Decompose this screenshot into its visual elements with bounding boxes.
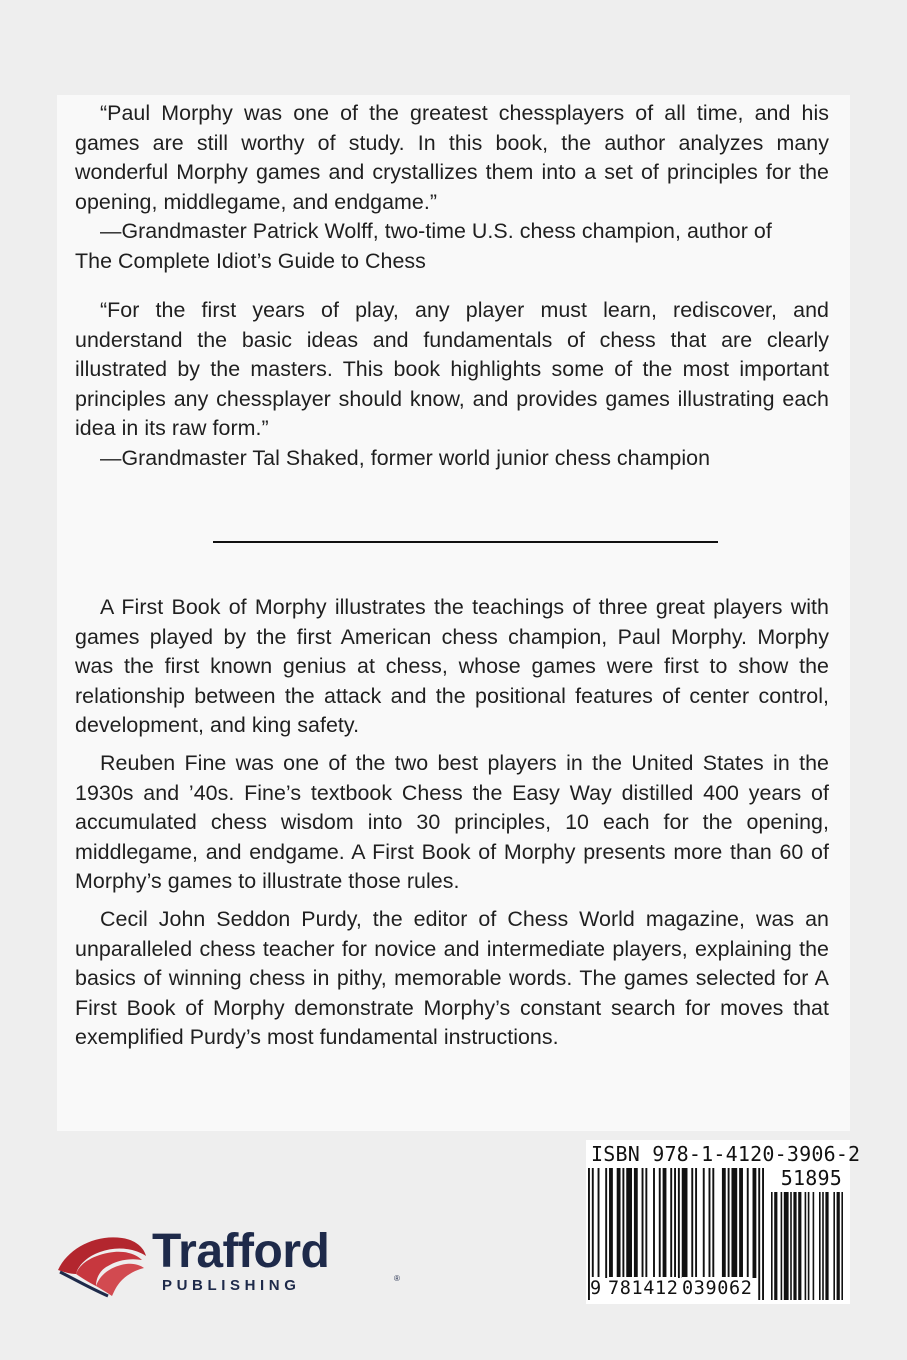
barcode-bar bbox=[774, 1192, 777, 1300]
quote-attribution: —Grandmaster Tal Shaked, former world junior chess champion bbox=[100, 445, 711, 470]
barcode-bar bbox=[622, 1168, 624, 1278]
barcode-bar bbox=[819, 1192, 821, 1300]
barcode-bar bbox=[722, 1168, 726, 1278]
barcode-bar bbox=[771, 1192, 773, 1300]
barcode-bar bbox=[642, 1168, 644, 1278]
barcode-bar bbox=[712, 1168, 714, 1278]
publisher-logo bbox=[56, 1224, 401, 1304]
barcode-bar bbox=[609, 1168, 613, 1278]
barcode-bar bbox=[798, 1192, 801, 1300]
description-paragraph: A First Book of Morphy illustrates the teachings of three great players with games played by the first American chess champion, Paul Morphy. Morphy was the first known genius at chess, whose games were first to show the relationship between the attack and the positional features of center control, development, and king safety. bbox=[75, 595, 829, 738]
description-paragraph: Reuben Fine was one of the two best players in the United States in the 1930s and ’40s. Fine’s textbook Chess the Easy Way distilled 400 years of accumulated chess wisdom into 30 principles, 10 each for the opening, middlegame, and endgame. A First Book of Morphy presents more than 60 of Morphy’s games to illustrate those rules. bbox=[75, 750, 829, 894]
endorsement-quote-wolff bbox=[75, 99, 829, 277]
quote-text: “Paul Morphy was one of the greatest chessplayers of all time, and his games are still worthy of study. In this book, the author analyzes many wonderful Morphy games and crystallizes them into a set of principles for the opening, middlegame, and endgame.” bbox=[75, 101, 829, 214]
publisher-name: Trafford bbox=[152, 1225, 330, 1278]
barcode-bar bbox=[784, 1192, 789, 1300]
barcode-bar bbox=[626, 1168, 632, 1278]
barcode-bar bbox=[659, 1168, 661, 1278]
barcode-bar bbox=[841, 1192, 843, 1300]
ean-digits bbox=[586, 1277, 766, 1301]
barcode-bar bbox=[753, 1168, 757, 1278]
barcode-bar bbox=[653, 1168, 655, 1278]
barcode-bar bbox=[634, 1168, 638, 1278]
barcode-bar bbox=[678, 1168, 680, 1278]
barcode-bar bbox=[739, 1168, 743, 1278]
barcode-bar bbox=[825, 1192, 828, 1300]
ean-first-digit: 9 bbox=[590, 1278, 602, 1299]
barcode-bar bbox=[645, 1168, 647, 1278]
quill-swoosh-icon bbox=[56, 1230, 148, 1298]
barcode-bar bbox=[790, 1192, 792, 1300]
book-description bbox=[75, 593, 829, 1053]
isbn-barcode bbox=[586, 1140, 861, 1304]
barcode-bar bbox=[793, 1192, 796, 1300]
section-divider bbox=[213, 541, 718, 543]
barcode-bar bbox=[728, 1168, 730, 1278]
publisher-subtitle: PUBLISHING bbox=[162, 1277, 301, 1294]
barcode-bar bbox=[598, 1168, 600, 1278]
barcode-bar bbox=[805, 1192, 807, 1300]
quote-text: “For the first years of play, any player must learn, rediscover, and understand the basic ideas and fundamentals of chess that are clearly illustrated by the masters. This book highlights some of the most important principles any chessplayer should know, and provides games illustrating each idea in its raw form.” bbox=[75, 298, 829, 441]
quote-attribution: —Grandmaster Patrick Wolff, two-time U.S. chess champion, author of bbox=[100, 219, 772, 244]
barcode-bar bbox=[605, 1168, 607, 1278]
barcode-bar bbox=[813, 1192, 815, 1300]
quote-attribution-continued: The Complete Idiot’s Guide to Chess bbox=[75, 248, 426, 273]
barcode-bar bbox=[691, 1168, 693, 1278]
barcode-bar bbox=[682, 1168, 688, 1278]
barcode-bar bbox=[747, 1168, 749, 1278]
barcode-bar bbox=[617, 1168, 621, 1278]
price-code: 51895 bbox=[780, 1166, 842, 1190]
barcode-bar bbox=[663, 1168, 667, 1278]
ean-left-digits: 781412 bbox=[608, 1278, 679, 1299]
barcode-bar bbox=[781, 1192, 783, 1300]
barcode-bar bbox=[731, 1168, 737, 1278]
barcode-bar bbox=[822, 1192, 824, 1300]
barcode-bar bbox=[709, 1168, 711, 1278]
barcode-bar bbox=[808, 1192, 810, 1300]
barcode-bar bbox=[833, 1192, 835, 1300]
barcode-bar bbox=[837, 1192, 840, 1300]
description-paragraph: Cecil John Seddon Purdy, the editor of Chess World magazine, was an unparalleled chess teacher for novice and intermediate players, explaining the basics of winning chess in pithy, memorable words. The games selected for A First Book of Morphy demonstrate Morphy’s constant search for moves that exemplified Purdy’s most fundamental instructions. bbox=[75, 906, 829, 1050]
ean-right-digits: 039062 bbox=[682, 1278, 753, 1299]
endorsement-quote-shaked bbox=[75, 296, 829, 474]
barcode-bar bbox=[703, 1168, 705, 1278]
registered-mark: ® bbox=[394, 1274, 400, 1283]
price-addon-bars bbox=[771, 1192, 843, 1300]
barcode-bar bbox=[695, 1168, 697, 1278]
isbn-label: ISBN 978-1-4120-3906-2 bbox=[591, 1142, 861, 1166]
